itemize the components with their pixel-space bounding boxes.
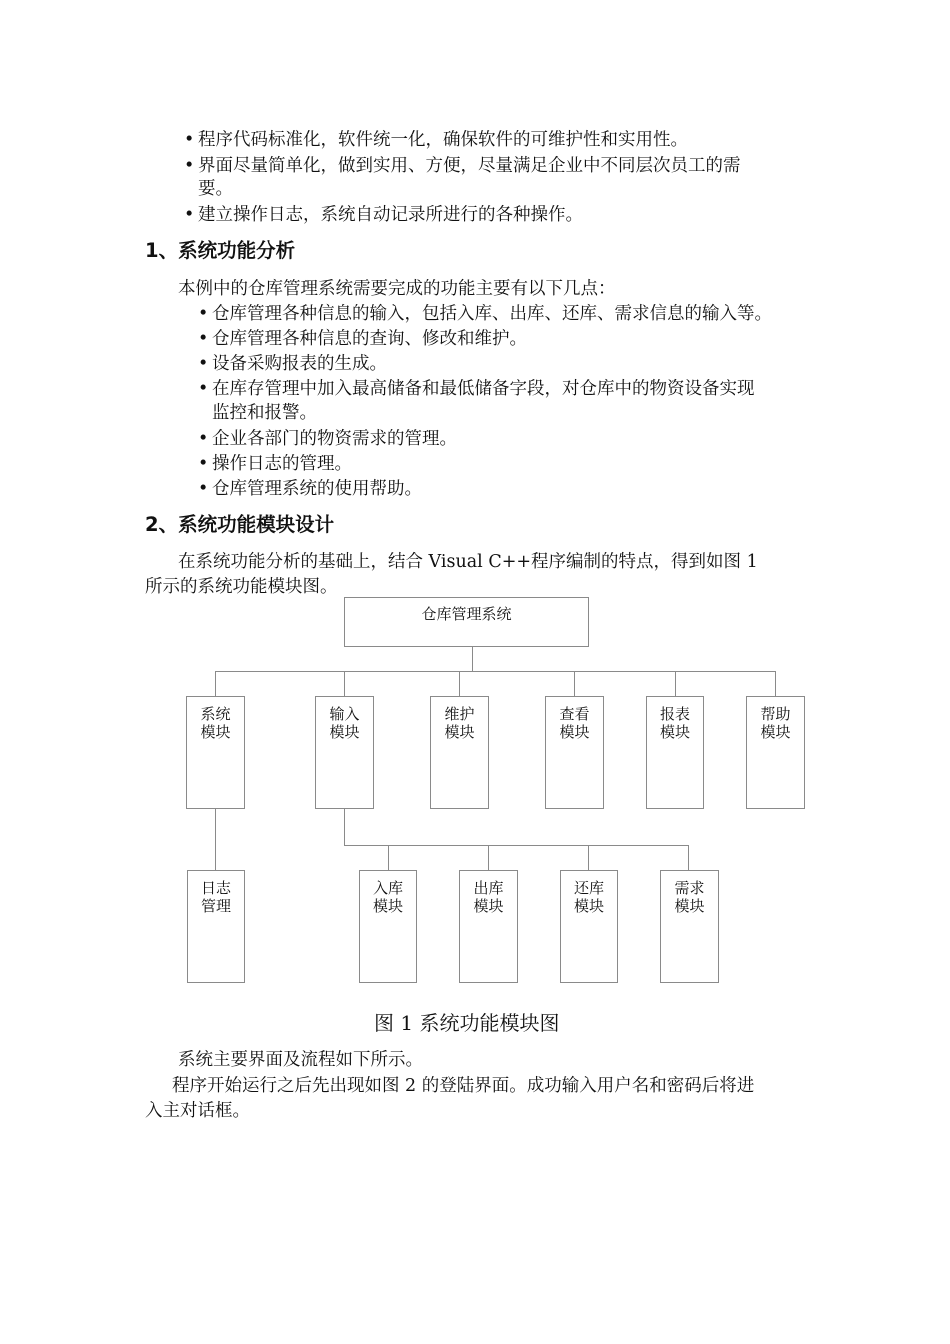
bullet-dot: • bbox=[198, 329, 209, 349]
connector-root-down bbox=[472, 646, 473, 672]
section1-heading: 1、系统功能分析 bbox=[145, 239, 296, 262]
node-view-module bbox=[545, 696, 604, 809]
bullet-dot: • bbox=[184, 130, 195, 150]
node-label: 报表 模块 bbox=[659, 705, 690, 741]
node-label: 系统 模块 bbox=[200, 705, 231, 741]
node-label: 出库 模块 bbox=[473, 879, 504, 915]
bullet-dot: • bbox=[198, 354, 209, 374]
section1-bullet-4-cont: 监控和报警。 bbox=[212, 403, 317, 423]
connector-drop bbox=[688, 845, 689, 871]
section1-bullet-7: 仓库管理系统的使用帮助。 bbox=[212, 479, 422, 499]
section2-heading: 2、系统功能模块设计 bbox=[145, 513, 335, 536]
node-report-module bbox=[646, 696, 704, 809]
connector-input-down bbox=[344, 808, 345, 846]
connector-drop bbox=[215, 671, 216, 697]
bullet-dot: • bbox=[198, 429, 209, 449]
bullet-dot: • bbox=[198, 454, 209, 474]
bullet-dot: • bbox=[184, 156, 195, 176]
section1-bullet-6: 操作日志的管理。 bbox=[212, 454, 352, 474]
connector-system-to-log bbox=[215, 808, 216, 871]
connector-level1-bus bbox=[215, 671, 776, 672]
closing-line-2: 程序开始运行之后先出现如图 2 的登陆界面。成功输入用户名和密码后将进 bbox=[172, 1076, 755, 1096]
node-demand-module bbox=[660, 870, 719, 983]
connector-drop bbox=[459, 671, 460, 697]
node-help-module bbox=[746, 696, 805, 809]
node-label: 查看 模块 bbox=[559, 705, 590, 741]
node-label: 还库 模块 bbox=[573, 879, 604, 915]
intro-bullet-3: 建立操作日志，系统自动记录所进行的各种操作。 bbox=[198, 205, 583, 225]
bullet-dot: • bbox=[184, 205, 195, 225]
node-label: 帮助 模块 bbox=[760, 705, 791, 741]
section1-bullet-1: 仓库管理各种信息的输入，包括入库、出库、还库、需求信息的输入等。 bbox=[212, 304, 772, 324]
bullet-dot: • bbox=[198, 379, 209, 399]
node-label: 输入 模块 bbox=[329, 705, 360, 741]
node-log-management bbox=[187, 870, 245, 983]
intro-bullet-1: 程序代码标准化，软件统一化，确保软件的可维护性和实用性。 bbox=[198, 130, 688, 150]
node-system-module bbox=[186, 696, 245, 809]
section2-para-line1: 在系统功能分析的基础上，结合 Visual C++程序编制的特点，得到如图 1 bbox=[178, 552, 758, 572]
section2-para-line2: 所示的系统功能模块图。 bbox=[145, 577, 338, 597]
section1-intro: 本例中的仓库管理系统需要完成的功能主要有以下几点： bbox=[178, 279, 616, 299]
section1-bullet-3: 设备采购报表的生成。 bbox=[212, 354, 387, 374]
bullet-dot: • bbox=[198, 304, 209, 324]
intro-bullet-2-cont: 要。 bbox=[198, 179, 233, 199]
connector-drop bbox=[574, 671, 575, 697]
node-input-module bbox=[315, 696, 374, 809]
closing-line-3: 入主对话框。 bbox=[145, 1101, 250, 1121]
section1-bullet-4: 在库存管理中加入最高储备和最低储备字段，对仓库中的物资设备实现 bbox=[212, 379, 755, 399]
node-label: 入库 模块 bbox=[372, 879, 403, 915]
connector-drop bbox=[488, 845, 489, 871]
section1-bullet-2: 仓库管理各种信息的查询、修改和维护。 bbox=[212, 329, 527, 349]
connector-drop bbox=[675, 671, 676, 697]
section1-bullet-5: 企业各部门的物资需求的管理。 bbox=[212, 429, 457, 449]
node-label: 仓库管理系统 bbox=[421, 605, 512, 623]
node-return-module bbox=[560, 870, 618, 983]
node-root bbox=[344, 597, 589, 647]
connector-drop bbox=[588, 845, 589, 871]
node-stock-in-module bbox=[359, 870, 417, 983]
node-stock-out-module bbox=[459, 870, 518, 983]
intro-bullet-2: 界面尽量简单化，做到实用、方便，尽量满足企业中不同层次员工的需 bbox=[198, 156, 741, 176]
figure-caption: 图 1 系统功能模块图 bbox=[374, 1011, 560, 1035]
connector-drop bbox=[388, 845, 389, 871]
node-label: 维护 模块 bbox=[444, 705, 475, 741]
node-maintain-module bbox=[430, 696, 489, 809]
bullet-dot: • bbox=[198, 479, 209, 499]
closing-line-1: 系统主要界面及流程如下所示。 bbox=[178, 1050, 423, 1070]
connector-level2-bus bbox=[344, 845, 689, 846]
connector-drop bbox=[775, 671, 776, 697]
node-label: 需求 模块 bbox=[674, 879, 705, 915]
connector-drop bbox=[344, 671, 345, 697]
node-label: 日志 管理 bbox=[200, 879, 231, 915]
